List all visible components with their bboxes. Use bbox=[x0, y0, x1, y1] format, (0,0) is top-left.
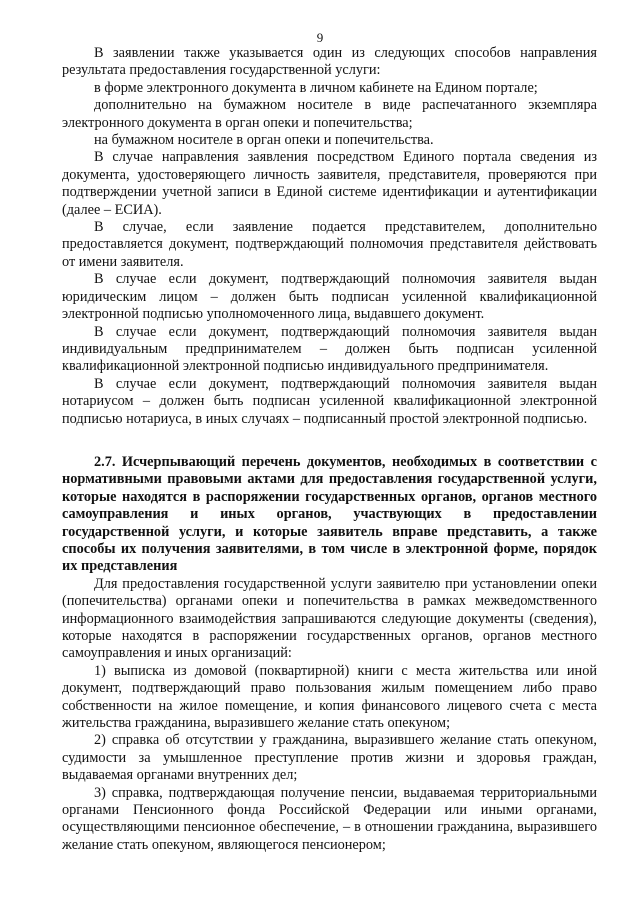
paragraph: на бумажном носителе в орган опеки и попечительства. bbox=[94, 132, 434, 149]
list-item: 1) выписка из домовой (поквартирной) книги с места жительства или иной документ, подтверждающий право пользования жилым помещением либо право собственности на жилое помещение, и копия финансового лицевого счета с места жительства гражданина, выразившего желание стать опекуном; bbox=[62, 662, 597, 732]
paragraph: В случае, если заявление подается представителем, дополнительно предоставляется документ, подтверждающий полномочия представителя действовать от имени заявителя. bbox=[62, 219, 597, 270]
list-item: 2) справка об отсутствии у гражданина, выразившего желание стать опекуном, судимости за умышленное преступление против жизни и здоровья граждан, выдаваемая органами внутренних дел; bbox=[62, 732, 597, 784]
document-body bbox=[62, 45, 597, 854]
paragraph: в форме электронного документа в личном кабинете на Едином портале; bbox=[94, 79, 538, 96]
page-number: 9 bbox=[316, 30, 324, 45]
paragraph: В случае если документ, подтверждающий полномочия заявителя выдан индивидуальным предпринимателем – должен быть подписан усиленной квалификационной электронной подписью индивидуального предпринимателя. bbox=[62, 323, 597, 375]
paragraph: Для предоставления государственной услуги заявителю при установлении опеки (попечительства) органами опеки и попечительства в рамках межведомственного информационного взаимодействия запрашиваются следующие документы (сведения), которые находятся в распоряжении государственных органов, органов местного самоуправления и иных организаций: bbox=[62, 575, 597, 662]
list-item: 3) справка, подтверждающая получение пенсии, выдаваемая территориальными органами Пенсионного фонда Российской Федерации или иными органами, осуществляющими пенсионное обеспечение, – в отношении гражданина, выразившего желание стать опекуном, являющегося пенсионером; bbox=[62, 784, 597, 853]
section-heading: 2.7. Исчерпывающий перечень документов, необходимых в соответствии с нормативными правовыми актами для предоставления государственной услуги, которые находятся в распоряжении государственных органов, органов местного самоуправления и иных органов, участвующих в предоставлении государственной услуги, и которые заявитель вправе представить, а также способы их получения заявителями, в том числе в электронной форме, порядок их представления bbox=[62, 453, 597, 575]
paragraph: В случае направления заявления посредством Единого портала сведения из документа, удостоверяющего личность заявителя, представителя, проверяются при подтверждении учетной записи в Единой системе идентификации и аутентификации (далее – ЕСИА). bbox=[62, 149, 597, 218]
paragraph: В случае если документ, подтверждающий полномочия заявителя выдан юридическим лицом – должен быть подписан усиленной квалификационной электронной подписью уполномоченного лица, выдавшего документ. bbox=[62, 271, 597, 323]
paragraph: В заявлении также указывается один из следующих способов направления результата предоставления государственной услуги: bbox=[62, 45, 597, 79]
paragraph: дополнительно на бумажном носителе в виде распечатанного экземпляра электронного документа в орган опеки и попечительства; bbox=[62, 97, 597, 131]
paragraph: В случае если документ, подтверждающий полномочия заявителя выдан нотариусом – должен быть подписан усиленной квалификационной электронной подписью нотариуса, в иных случаях – подписанный простой электронной подписью. bbox=[62, 375, 597, 427]
